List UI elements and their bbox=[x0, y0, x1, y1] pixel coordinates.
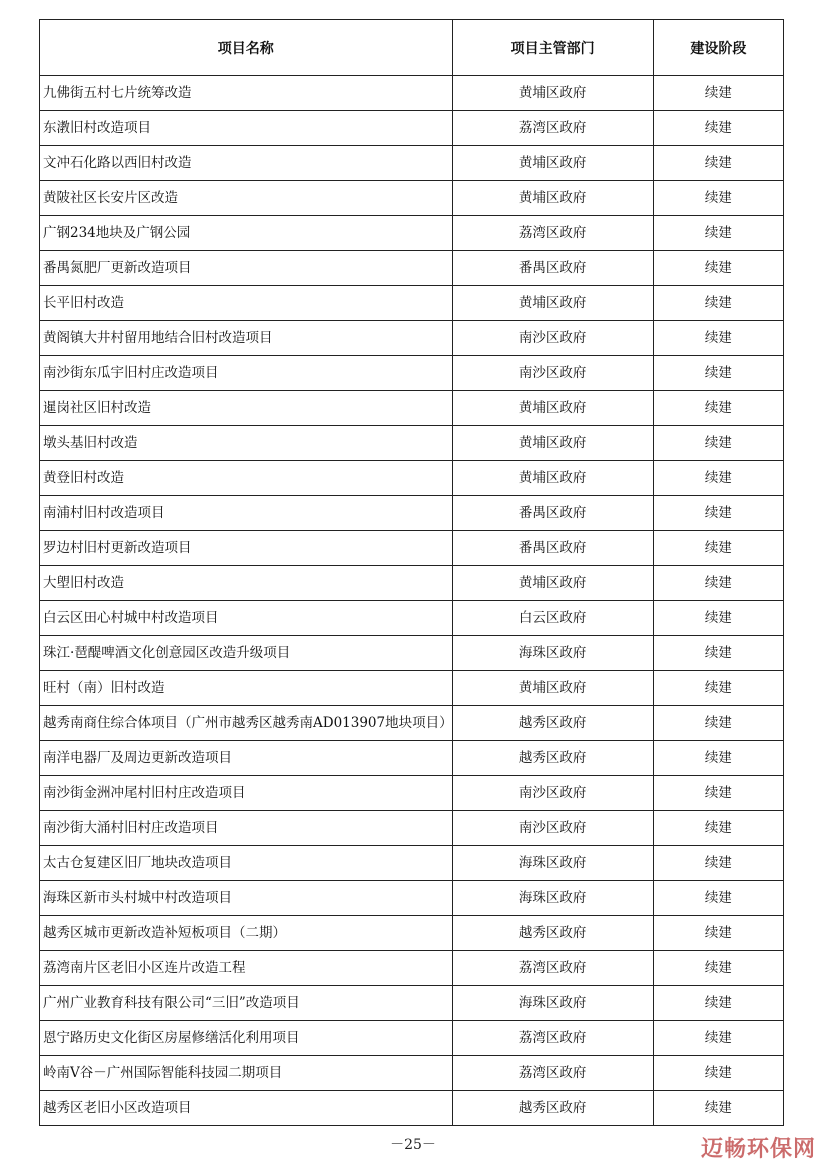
department-cell: 海珠区政府 bbox=[452, 846, 653, 881]
project-table bbox=[39, 19, 784, 1126]
page-number: －25－ bbox=[390, 1137, 436, 1153]
project-name-cell: 东漖旧村改造项目 bbox=[40, 111, 453, 146]
table-row bbox=[40, 216, 784, 251]
project-name-cell: 恩宁路历史文化街区房屋修缮活化利用项目 bbox=[40, 1021, 453, 1056]
stage-cell: 续建 bbox=[653, 916, 783, 951]
project-name-cell: 墩头基旧村改造 bbox=[40, 426, 453, 461]
department-cell: 黄埔区政府 bbox=[452, 286, 653, 321]
department-cell: 番禺区政府 bbox=[452, 531, 653, 566]
table-row bbox=[40, 531, 784, 566]
project-name-cell: 大塱旧村改造 bbox=[40, 566, 453, 601]
department-cell: 黄埔区政府 bbox=[452, 671, 653, 706]
project-name-cell: 越秀区城市更新改造补短板项目（二期） bbox=[40, 916, 453, 951]
department-cell: 荔湾区政府 bbox=[452, 1021, 653, 1056]
department-cell: 越秀区政府 bbox=[452, 706, 653, 741]
department-cell: 黄埔区政府 bbox=[452, 146, 653, 181]
department-cell: 黄埔区政府 bbox=[452, 566, 653, 601]
project-name-cell: 长平旧村改造 bbox=[40, 286, 453, 321]
department-cell: 黄埔区政府 bbox=[452, 461, 653, 496]
table-row bbox=[40, 356, 784, 391]
project-name-cell: 荔湾南片区老旧小区连片改造工程 bbox=[40, 951, 453, 986]
table-row bbox=[40, 741, 784, 776]
table-row bbox=[40, 671, 784, 706]
stage-cell: 续建 bbox=[653, 461, 783, 496]
table-row bbox=[40, 1056, 784, 1091]
table-row bbox=[40, 916, 784, 951]
stage-cell: 续建 bbox=[653, 321, 783, 356]
department-cell: 黄埔区政府 bbox=[452, 426, 653, 461]
table-row bbox=[40, 426, 784, 461]
stage-cell: 续建 bbox=[653, 741, 783, 776]
department-cell: 荔湾区政府 bbox=[452, 951, 653, 986]
table-row bbox=[40, 846, 784, 881]
table-row bbox=[40, 601, 784, 636]
stage-cell: 续建 bbox=[653, 531, 783, 566]
department-cell: 番禺区政府 bbox=[452, 251, 653, 286]
department-cell: 荔湾区政府 bbox=[452, 1056, 653, 1091]
stage-cell: 续建 bbox=[653, 286, 783, 321]
stage-cell: 续建 bbox=[653, 111, 783, 146]
stage-cell: 续建 bbox=[653, 776, 783, 811]
table-row bbox=[40, 76, 784, 111]
table-row bbox=[40, 776, 784, 811]
stage-cell: 续建 bbox=[653, 391, 783, 426]
department-cell: 黄埔区政府 bbox=[452, 76, 653, 111]
department-cell: 海珠区政府 bbox=[452, 881, 653, 916]
table-row bbox=[40, 951, 784, 986]
department-cell: 南沙区政府 bbox=[452, 356, 653, 391]
department-cell: 荔湾区政府 bbox=[452, 111, 653, 146]
table-row bbox=[40, 321, 784, 356]
table-row bbox=[40, 986, 784, 1021]
table-row bbox=[40, 251, 784, 286]
table-row bbox=[40, 461, 784, 496]
project-name-cell: 南沙街东瓜宇旧村庄改造项目 bbox=[40, 356, 453, 391]
department-cell: 越秀区政府 bbox=[452, 741, 653, 776]
stage-cell: 续建 bbox=[653, 216, 783, 251]
project-name-cell: 罗边村旧村更新改造项目 bbox=[40, 531, 453, 566]
stage-cell: 续建 bbox=[653, 706, 783, 741]
department-cell: 南沙区政府 bbox=[452, 321, 653, 356]
table-row bbox=[40, 1021, 784, 1056]
department-cell: 番禺区政府 bbox=[452, 496, 653, 531]
project-name-cell: 南洋电器厂及周边更新改造项目 bbox=[40, 741, 453, 776]
stage-cell: 续建 bbox=[653, 146, 783, 181]
project-name-cell: 文冲石化路以西旧村改造 bbox=[40, 146, 453, 181]
stage-cell: 续建 bbox=[653, 986, 783, 1021]
department-cell: 南沙区政府 bbox=[452, 776, 653, 811]
table-header-row bbox=[40, 20, 784, 76]
department-cell: 黄埔区政府 bbox=[452, 181, 653, 216]
project-name-cell: 南浦村旧村改造项目 bbox=[40, 496, 453, 531]
table-row bbox=[40, 706, 784, 741]
project-name-cell: 黄阁镇大井村留用地结合旧村改造项目 bbox=[40, 321, 453, 356]
project-name-cell: 岭南V谷－广州国际智能科技园二期项目 bbox=[40, 1056, 453, 1091]
stage-cell: 续建 bbox=[653, 811, 783, 846]
header-stage: 建设阶段 bbox=[653, 20, 783, 76]
project-name-cell: 海珠区新市头村城中村改造项目 bbox=[40, 881, 453, 916]
stage-cell: 续建 bbox=[653, 671, 783, 706]
department-cell: 南沙区政府 bbox=[452, 811, 653, 846]
table-row bbox=[40, 181, 784, 216]
table-body bbox=[40, 76, 784, 1126]
stage-cell: 续建 bbox=[653, 601, 783, 636]
watermark-logo: 迈畅环保网 bbox=[700, 1137, 816, 1162]
table-row bbox=[40, 146, 784, 181]
project-name-cell: 广州广业教育科技有限公司“三旧”改造项目 bbox=[40, 986, 453, 1021]
stage-cell: 续建 bbox=[653, 951, 783, 986]
stage-cell: 续建 bbox=[653, 181, 783, 216]
table-row bbox=[40, 496, 784, 531]
table-row bbox=[40, 566, 784, 601]
table-row bbox=[40, 286, 784, 321]
department-cell: 海珠区政府 bbox=[452, 636, 653, 671]
project-name-cell: 南沙街金洲冲尾村旧村庄改造项目 bbox=[40, 776, 453, 811]
project-name-cell: 珠江·琶醍啤酒文化创意园区改造升级项目 bbox=[40, 636, 453, 671]
stage-cell: 续建 bbox=[653, 496, 783, 531]
project-name-cell: 广钢234地块及广钢公园 bbox=[40, 216, 453, 251]
project-name-cell: 南沙街大涌村旧村庄改造项目 bbox=[40, 811, 453, 846]
table-row bbox=[40, 881, 784, 916]
department-cell: 荔湾区政府 bbox=[452, 216, 653, 251]
header-project-name: 项目名称 bbox=[40, 20, 453, 76]
table-row bbox=[40, 391, 784, 426]
stage-cell: 续建 bbox=[653, 251, 783, 286]
table-row bbox=[40, 636, 784, 671]
project-name-cell: 白云区田心村城中村改造项目 bbox=[40, 601, 453, 636]
project-name-cell: 太古仓复建区旧厂地块改造项目 bbox=[40, 846, 453, 881]
department-cell: 越秀区政府 bbox=[452, 1091, 653, 1126]
project-name-cell: 黄登旧村改造 bbox=[40, 461, 453, 496]
stage-cell: 续建 bbox=[653, 1056, 783, 1091]
stage-cell: 续建 bbox=[653, 881, 783, 916]
table-row bbox=[40, 811, 784, 846]
project-name-cell: 越秀南商住综合体项目（广州市越秀区越秀南AD013907地块项目） bbox=[40, 706, 453, 741]
project-name-cell: 九佛街五村七片统筹改造 bbox=[40, 76, 453, 111]
table-row bbox=[40, 1091, 784, 1126]
department-cell: 白云区政府 bbox=[452, 601, 653, 636]
project-name-cell: 暹岗社区旧村改造 bbox=[40, 391, 453, 426]
stage-cell: 续建 bbox=[653, 1091, 783, 1126]
project-name-cell: 黄陂社区长安片区改造 bbox=[40, 181, 453, 216]
department-cell: 海珠区政府 bbox=[452, 986, 653, 1021]
stage-cell: 续建 bbox=[653, 426, 783, 461]
department-cell: 越秀区政府 bbox=[452, 916, 653, 951]
stage-cell: 续建 bbox=[653, 566, 783, 601]
table-row bbox=[40, 111, 784, 146]
stage-cell: 续建 bbox=[653, 1021, 783, 1056]
stage-cell: 续建 bbox=[653, 356, 783, 391]
project-name-cell: 越秀区老旧小区改造项目 bbox=[40, 1091, 453, 1126]
stage-cell: 续建 bbox=[653, 846, 783, 881]
project-name-cell: 番禺氮肥厂更新改造项目 bbox=[40, 251, 453, 286]
stage-cell: 续建 bbox=[653, 76, 783, 111]
project-name-cell: 旺村（南）旧村改造 bbox=[40, 671, 453, 706]
department-cell: 黄埔区政府 bbox=[452, 391, 653, 426]
stage-cell: 续建 bbox=[653, 636, 783, 671]
header-department: 项目主管部门 bbox=[452, 20, 653, 76]
